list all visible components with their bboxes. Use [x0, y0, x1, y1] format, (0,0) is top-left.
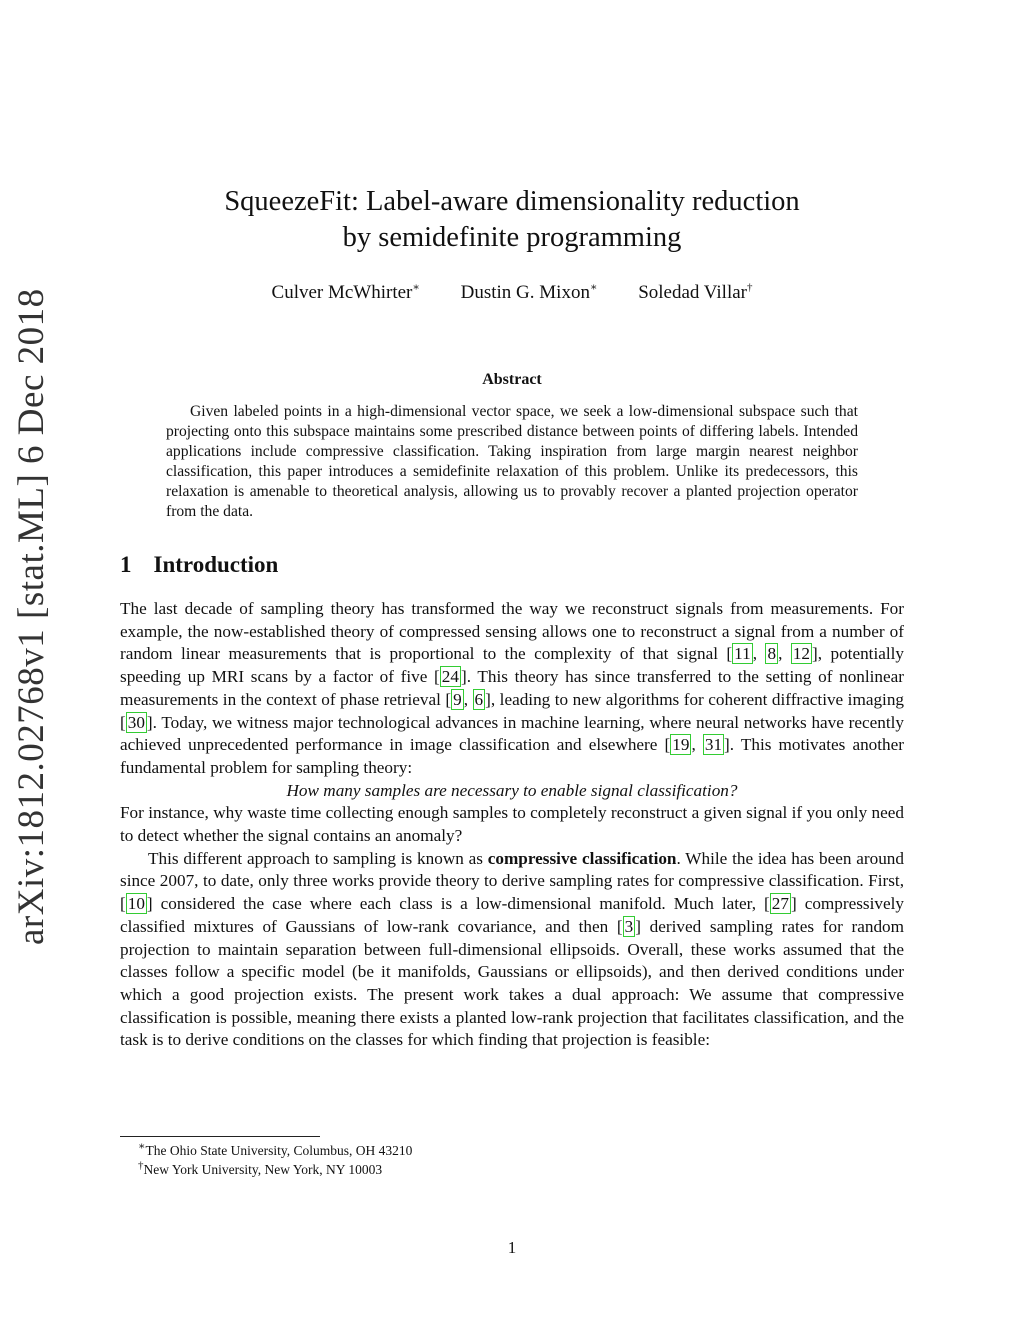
- citation-link[interactable]: 31: [704, 735, 723, 755]
- page-number: 1: [507, 1238, 517, 1257]
- author: Soledad Villar†: [638, 281, 753, 303]
- abstract-text: Given labeled points in a high-dimensional vector space, we seek a low-dimensional subspace such that projecting onto this subspace maintains some prescribed distance between points of differing labels. Intended applications include compressive classification. Taking inspiration from large margin nearest neighbor classification, this paper introduces a semidefinite relaxation of this problem. Unlike its predecessors, this relaxation is amenable to theoretical analysis, allowing us to provably recover a planted projection operator from the data.: [166, 403, 858, 520]
- paragraph: This different approach to sampling is known as compressive classification. While the idea has been around since 2007, to date, only three works provide theory to derive sampling rates for compressive classification. First, [ 10 ] considered the case where each class is a low-dimensional manifold. Much later, [ 27 ] compressively classified mixtures of Gaussians of low-rank covariance, and then [ 3 ] derived sampling rates for random projection to maintain separation between full-dimensional ellipsoids. Overall, these works assumed that the classes follow a specific model (be it manifolds, Gaussians or ellipsoids), and then derived conditions under which a good projection exists. The present work takes a dual approach: We assume that compressive classification is possible, meaning there exists a planted low-rank projection that facilitates classification, and the task is to derive conditions on the classes for which finding that projection is feasible:: [120, 848, 905, 1050]
- citation-link[interactable]: 30: [127, 712, 145, 732]
- author: Culver McWhirter∗: [271, 281, 420, 303]
- paragraph: For instance, why waste time collecting enough samples to completely reconstruct a given signal if you only need to detect whether the signal contains an anomaly?: [120, 803, 904, 846]
- author-list: [112, 282, 912, 304]
- citation-link[interactable]: 3: [624, 916, 634, 936]
- citation-link[interactable]: 27: [771, 894, 789, 914]
- title-line-1: SqueezeFit: Label-aware dimensionality reduction: [224, 186, 800, 217]
- title-line-2: by semidefinite programming: [342, 222, 682, 253]
- citation-link[interactable]: 12: [792, 644, 810, 664]
- emphasis-term: compressive classification: [487, 848, 677, 868]
- arxiv-identifier: arXiv:1812.02768v1 [stat.ML] 6 Dec 2018: [11, 288, 52, 945]
- citation-link[interactable]: 8: [767, 644, 777, 664]
- citation-link[interactable]: 9: [453, 689, 462, 709]
- paper-title: [112, 184, 912, 256]
- section-number: 1: [120, 552, 132, 577]
- paragraph: The last decade of sampling theory has transformed the way we reconstruct signals from measurements. For example, the now-established theory of compressed sensing allows one to reconstruct a signal from a number of random linear measurements that is proportional to the complexity of that signal [ 11 , 8 , 12 ], potentially speeding up MRI scans by a factor of five [ 24 ]. This theory has since transferred to the setting of nonlinear measurements in the context of phase retrieval [ 9 , 6 ], leading to new algorithms for coherent diffractive imaging [ 30 ]. Today, we witness major technological advances in machine learning, where neural networks have recently achieved unprecedented performance in image classification and elsewhere [ 19 , 31 ]. This motivates another fundamental problem for sampling theory:: [120, 599, 905, 777]
- abstract-heading: Abstract: [482, 371, 542, 388]
- citation-link[interactable]: 10: [127, 894, 145, 914]
- arxiv-sidebar: [10, 288, 70, 950]
- introduction-body: [120, 598, 904, 1052]
- citation-link[interactable]: 6: [474, 689, 484, 709]
- footnote: ∗The Ohio State University, Columbus, OH 43210: [138, 1140, 413, 1158]
- research-question: How many samples are necessary to enable signal classification?: [286, 780, 738, 800]
- author: Dustin G. Mixon∗: [460, 281, 598, 303]
- section-title: Introduction: [153, 552, 279, 577]
- footnote: †New York University, New York, NY 10003: [138, 1159, 383, 1177]
- footnotes: [138, 1141, 412, 1179]
- citation-link[interactable]: 24: [441, 667, 459, 687]
- footnote-divider: [120, 1136, 320, 1137]
- citation-link[interactable]: 19: [672, 735, 690, 755]
- section-heading: [120, 552, 278, 578]
- citation-link[interactable]: 11: [734, 644, 751, 664]
